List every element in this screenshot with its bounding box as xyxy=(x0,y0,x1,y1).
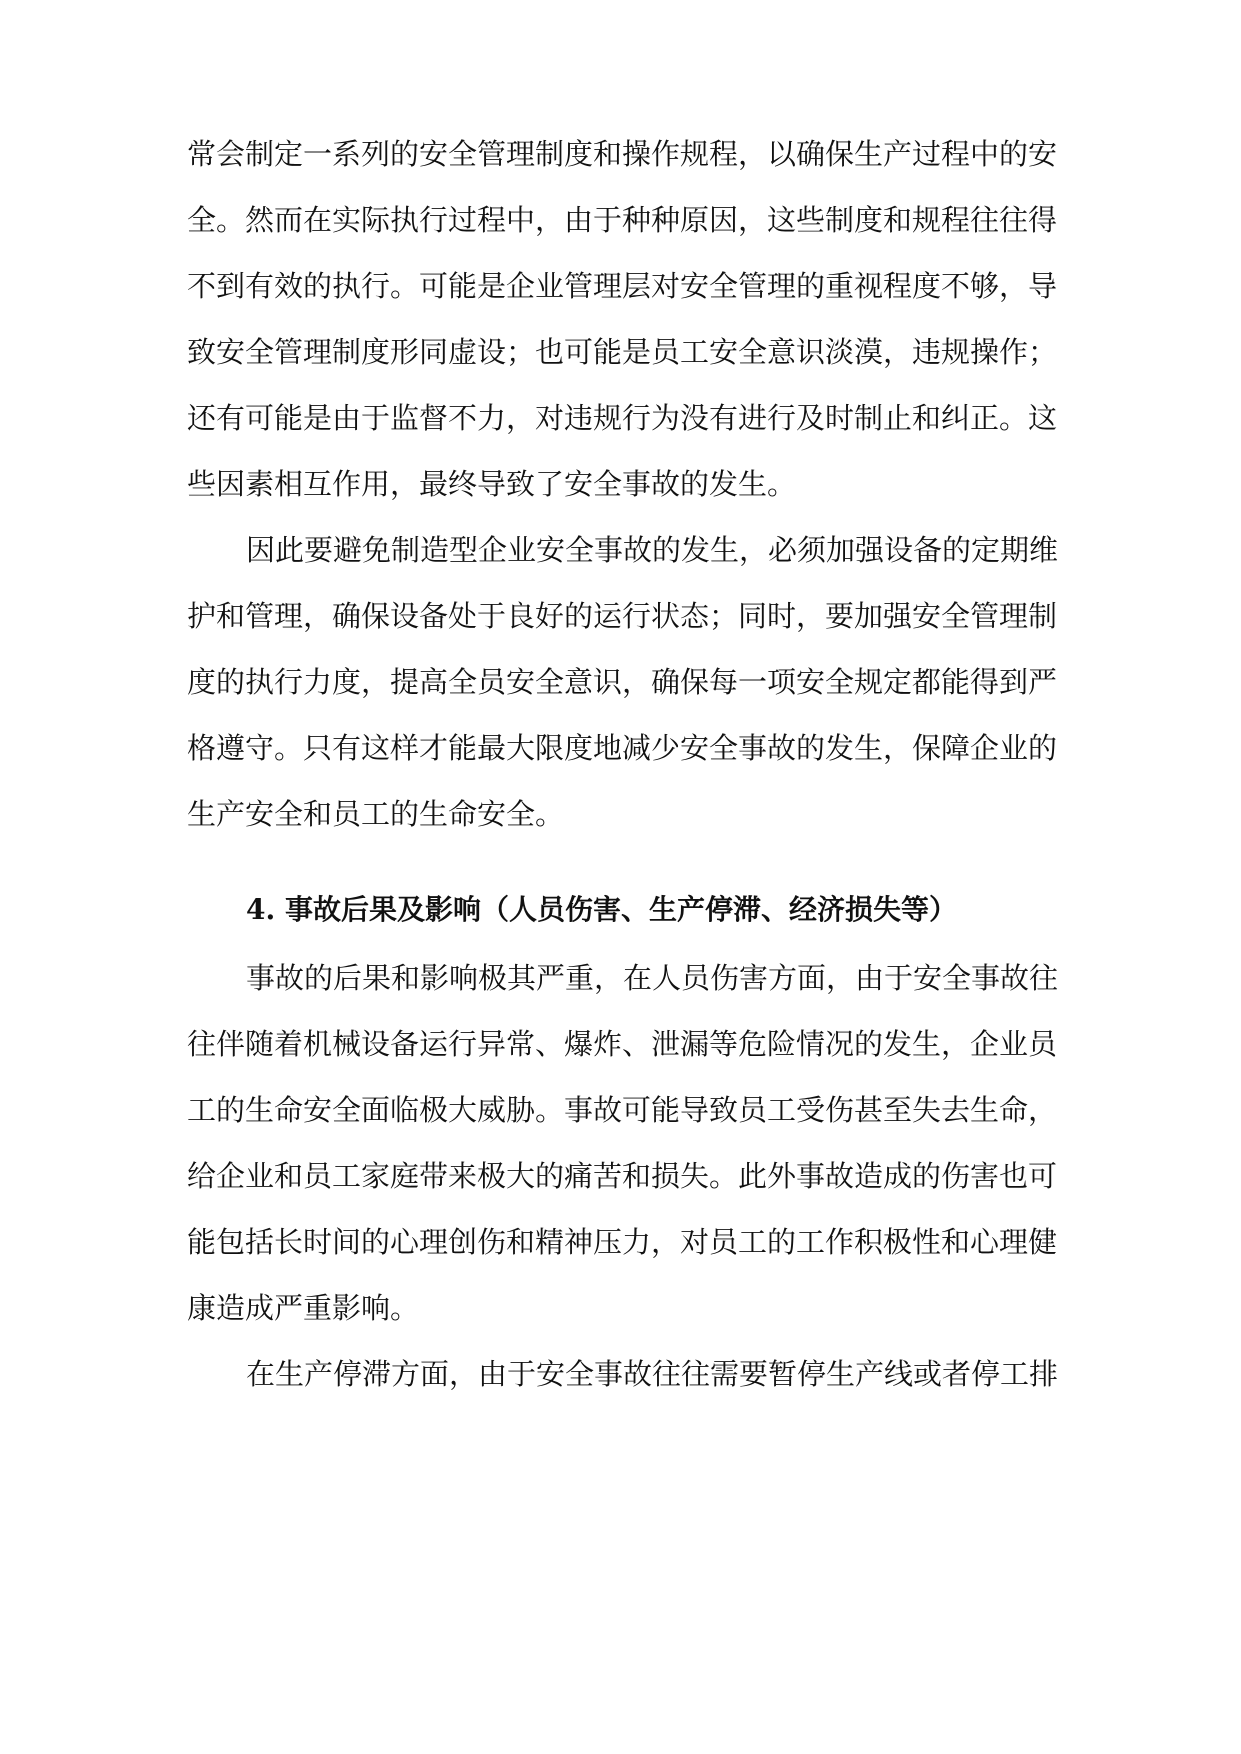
para1-line-4: 致安全管理制度形同虚设；也可能是员工安全意识淡漠，违规操作； xyxy=(187,335,1058,369)
para1-line-1: 常会制定一系列的安全管理制度和操作规程，以确保生产过程中的安 xyxy=(187,137,1058,171)
para1-line-6: 些因素相互作用，最终导致了安全事故的发生。 xyxy=(187,467,797,501)
para3-line-1: 事故的后果和影响极其严重，在人员伤害方面，由于安全事故往 xyxy=(246,961,1059,995)
para3-line-6: 康造成严重影响。 xyxy=(187,1291,420,1325)
para2-line-3: 度的执行力度，提高全员安全意识，确保每一项安全规定都能得到严 xyxy=(187,665,1058,699)
para2-line-4: 格遵守。只有这样才能最大限度地减少安全事故的发生，保障企业的 xyxy=(187,731,1058,765)
para3-line-5: 能包括长时间的心理创伤和精神压力，对员工的工作积极性和心理健 xyxy=(187,1225,1058,1259)
para4-line-1: 在生产停滞方面，由于安全事故往往需要暂停生产线或者停工排 xyxy=(246,1357,1059,1391)
para2-line-5: 生产安全和员工的生命安全。 xyxy=(187,797,565,831)
para2-line-2: 护和管理，确保设备处于良好的运行状态；同时，要加强安全管理制 xyxy=(187,599,1058,633)
para1-line-2: 全。然而在实际执行过程中，由于种种原因，这些制度和规程往往得 xyxy=(187,203,1058,237)
section-heading: 4. 事故后果及影响（人员伤害、生产停滞、经济损失等） xyxy=(246,893,957,926)
para2-line-1: 因此要避免制造型企业安全事故的发生，必须加强设备的定期维 xyxy=(246,533,1059,567)
para3-line-2: 往伴随着机械设备运行异常、爆炸、泄漏等危险情况的发生，企业员 xyxy=(187,1027,1058,1061)
para1-line-5: 还有可能是由于监督不力，对违规行为没有进行及时制止和纠正。这 xyxy=(187,401,1058,435)
para1-line-3: 不到有效的执行。可能是企业管理层对安全管理的重视程度不够，导 xyxy=(187,269,1058,303)
para3-line-3: 工的生命安全面临极大威胁。事故可能导致员工受伤甚至失去生命， xyxy=(187,1093,1058,1127)
para3-line-4: 给企业和员工家庭带来极大的痛苦和损失。此外事故造成的伤害也可 xyxy=(187,1159,1058,1193)
